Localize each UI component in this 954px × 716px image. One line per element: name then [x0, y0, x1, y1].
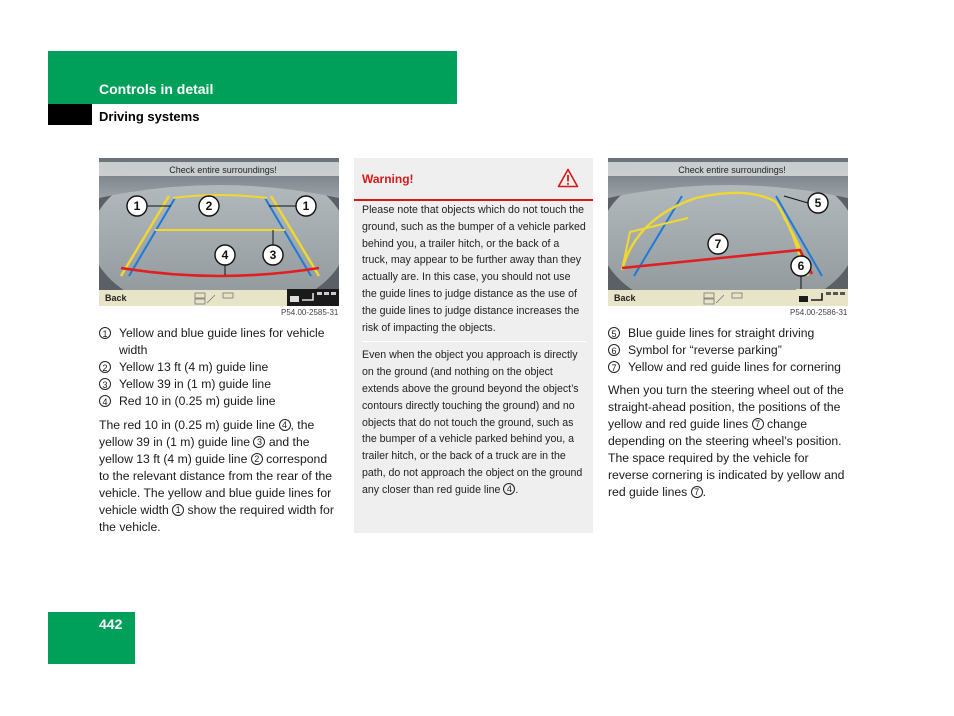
legend-number: 5 — [608, 327, 620, 339]
image-banner: Check entire surroundings! — [678, 165, 786, 175]
camera-image-straight — [99, 158, 339, 306]
left-column — [99, 325, 339, 536]
warning-box — [354, 158, 593, 533]
callout-7: 7 — [714, 237, 722, 251]
inline-callout: 7 — [752, 418, 764, 430]
inline-callout: 4 — [279, 419, 291, 431]
inline-callout: 1 — [172, 504, 184, 516]
legend-item — [99, 325, 339, 359]
legend-number: 1 — [99, 327, 111, 339]
warning-paragraph-2: Even when the object you approach is directly on the ground (and nothing on the object extends above the ground beyond the object’s contours directly touching the ground) and no objects that do not touch the ground, such as the bumper of a vehicle parked behind you, a trailer hitch, or the back of a truck are in the path, do not approach the object on the ground any closer than red guide line 4 . — [362, 341, 586, 498]
section-marker — [48, 104, 92, 125]
legend-text: Yellow and blue guide lines for vehicle width — [119, 326, 325, 357]
legend-number: 4 — [99, 395, 111, 407]
legend-text: Red 10 in (0.25 m) guide line — [119, 394, 276, 408]
warning-header — [354, 158, 593, 201]
legend-item — [99, 359, 339, 376]
warning-title: Warning! — [362, 172, 414, 186]
callout-2: 2 — [205, 199, 213, 213]
legend-text: Blue guide lines for straight driving — [628, 326, 815, 340]
image-code-right: P54.00-2586-31 — [790, 308, 848, 317]
legend-number: 7 — [608, 361, 620, 373]
right-column — [608, 325, 848, 501]
callout-6: 6 — [797, 259, 805, 273]
legend-number: 6 — [608, 344, 620, 356]
image-code-left: P54.00-2585-31 — [281, 308, 339, 317]
legend-number: 3 — [99, 378, 111, 390]
callout-1: 1 — [133, 199, 141, 213]
subsection-title: Driving systems — [99, 109, 200, 124]
legend-item — [608, 325, 848, 342]
legend-item — [99, 393, 339, 410]
legend-list-right — [608, 325, 848, 376]
legend-number: 2 — [99, 361, 111, 373]
warning-body — [362, 202, 586, 499]
warning-triangle-icon — [557, 168, 579, 188]
body-paragraph-left: The red 10 in (0.25 m) guide line 4 , the yellow 39 in (1 m) guide line 3 and the yellow 13 ft (4 m) guide line 2 correspond to the relevant distance from the rear of the vehicle. The yellow and blue guide lines for vehicle width 1 show the required width for the vehicle. — [99, 418, 334, 534]
legend-item — [608, 359, 848, 376]
inline-callout: 7 — [691, 486, 703, 498]
inline-callout: 3 — [253, 436, 265, 448]
legend-text: Yellow and red guide lines for cornering — [628, 360, 841, 374]
callout-1b: 1 — [302, 199, 310, 213]
legend-item — [608, 342, 848, 359]
callout-5: 5 — [814, 196, 822, 210]
inline-callout: 2 — [251, 453, 263, 465]
back-label: Back — [105, 293, 127, 303]
legend-item — [99, 376, 339, 393]
legend-text: Yellow 13 ft (4 m) guide line — [119, 360, 269, 374]
camera-image-cornering — [608, 158, 848, 306]
back-label: Back — [614, 293, 636, 303]
legend-text: Symbol for “reverse parking” — [628, 343, 782, 357]
callout-4: 4 — [221, 248, 229, 262]
legend-text: Yellow 39 in (1 m) guide line — [119, 377, 271, 391]
image-banner: Check entire surroundings! — [169, 165, 277, 175]
warning-paragraph-1: Please note that objects which do not touch the ground, such as the bumper of a vehicle parked behind you, a trailer hitch, or the back of a truck, may appear to be further away than they actually are. In this case, you should not use the guide lines to judge distance as the use of the guide lines to judge distance increases the risk of impacting the objects. — [362, 204, 586, 334]
callout-3: 3 — [269, 248, 277, 262]
page-number: 442 — [99, 616, 123, 632]
section-title: Controls in detail — [99, 81, 214, 97]
body-paragraph-right: When you turn the steering wheel out of the straight-ahead position, the positions of the yellow and red guide lines 7 change depending on the steering wheel’s position. The space required by the vehicle for reverse cornering is indicated by yellow and red guide lines 7 . — [608, 383, 845, 499]
legend-list-left — [99, 325, 339, 410]
inline-callout: 4 — [503, 483, 515, 495]
